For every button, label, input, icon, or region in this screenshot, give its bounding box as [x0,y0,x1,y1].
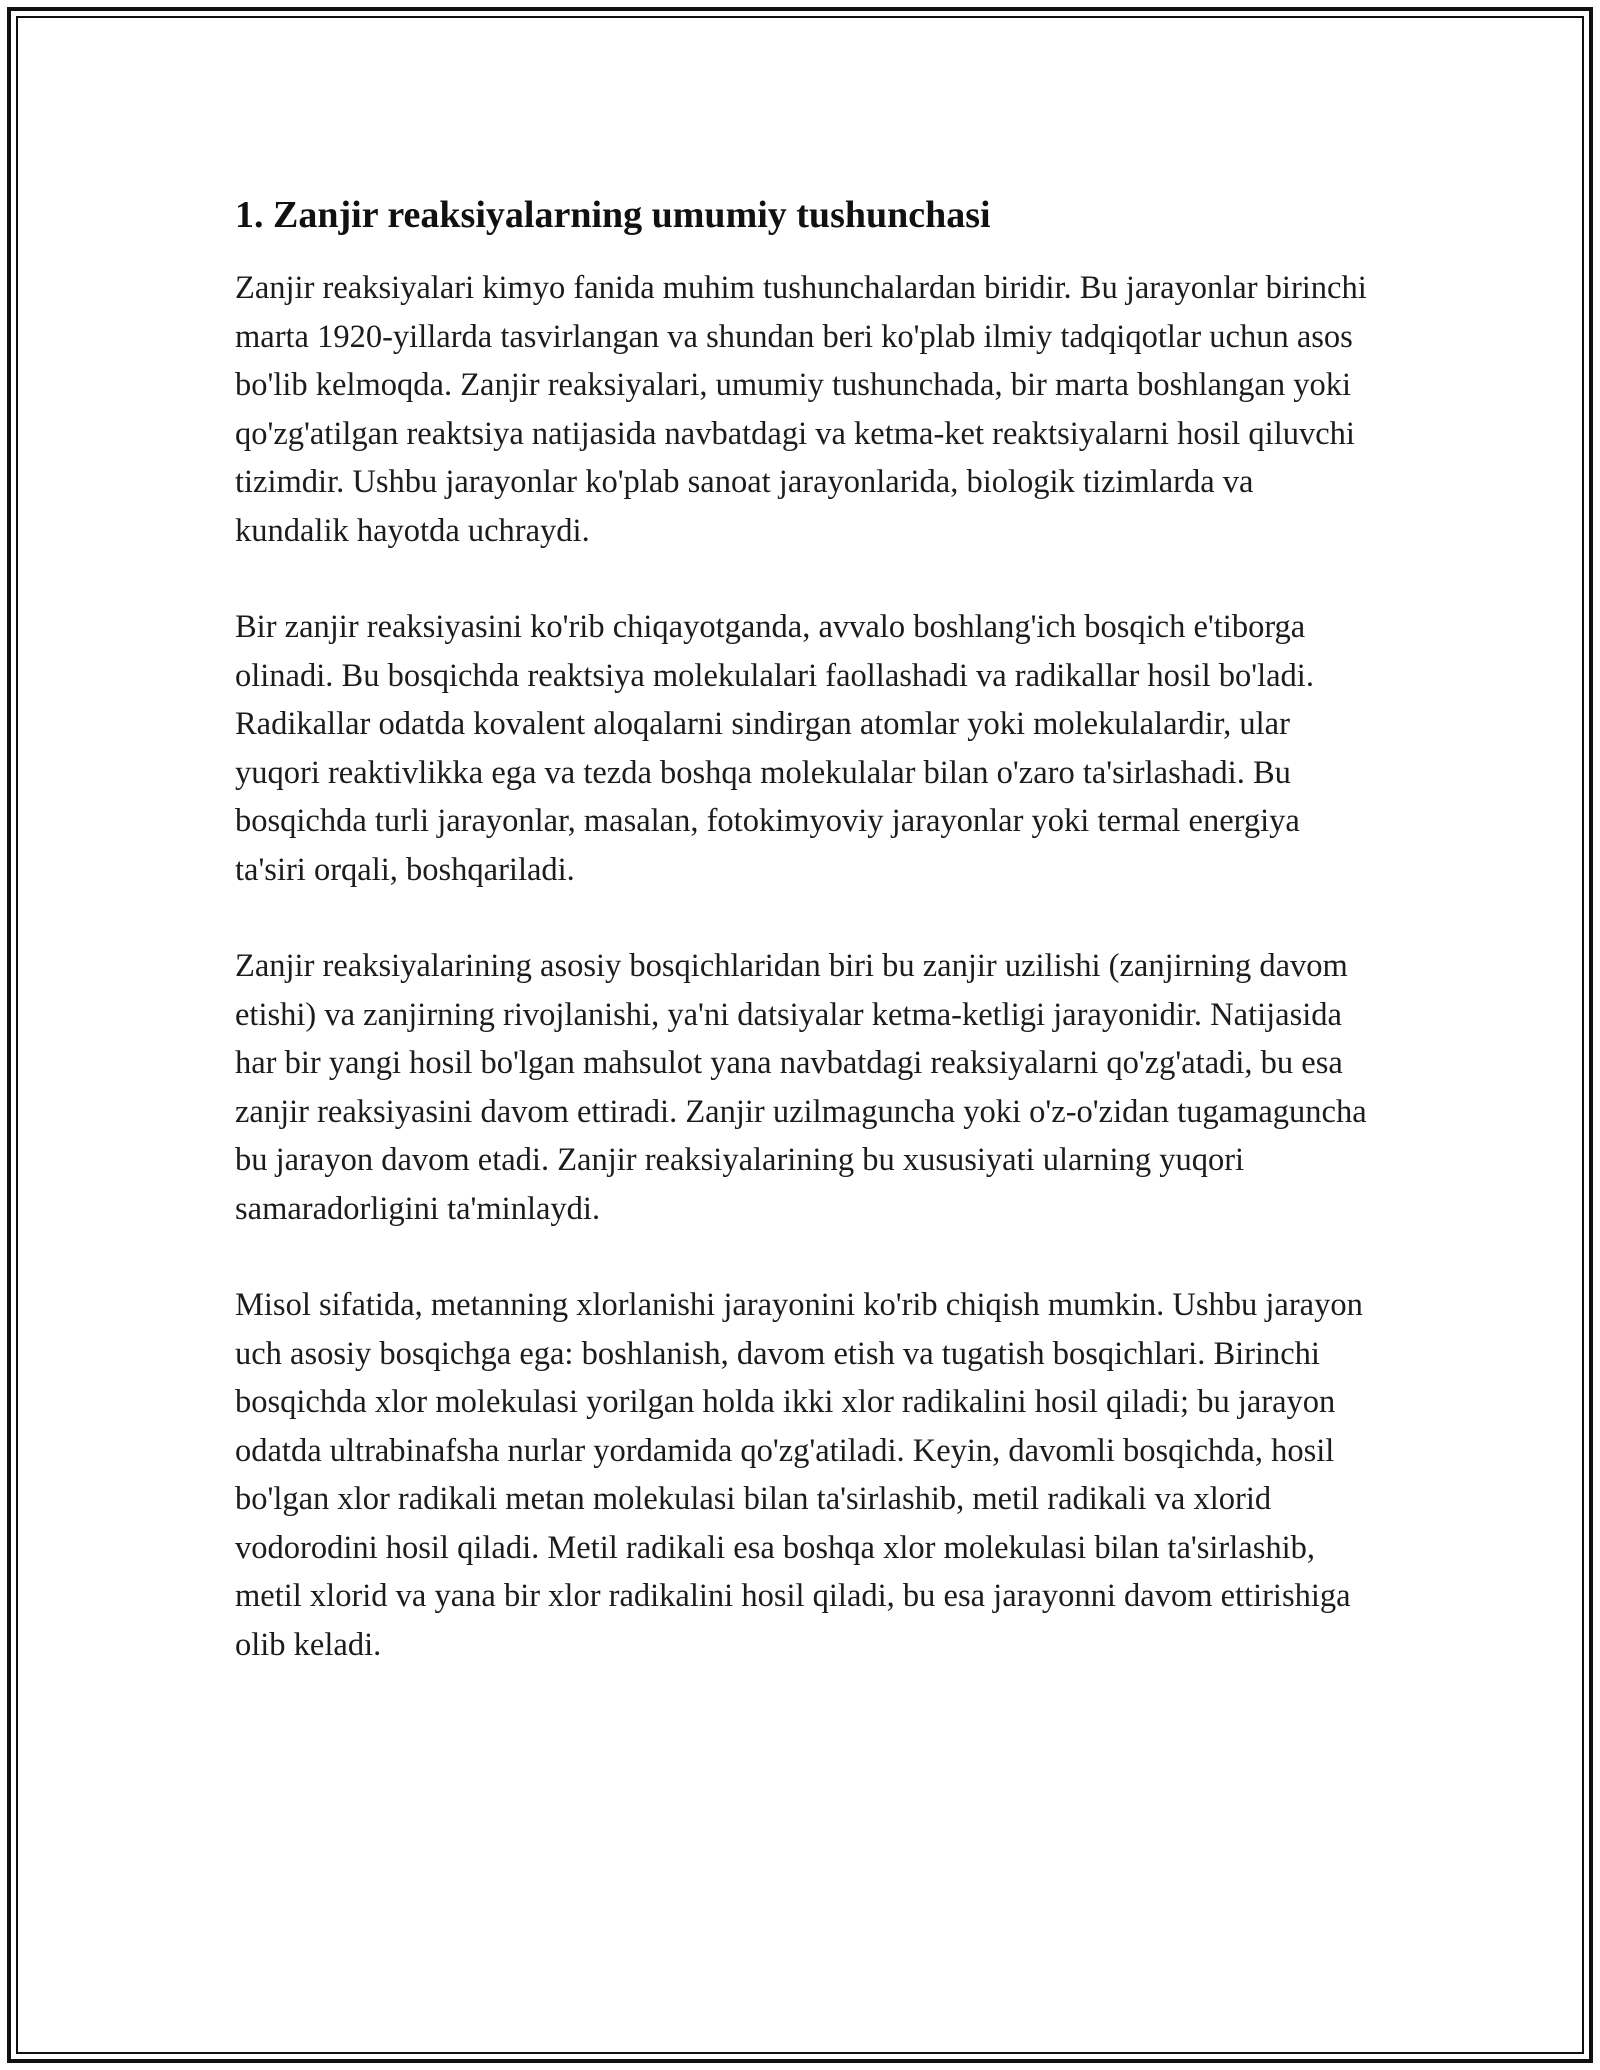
paragraph-intro: Zanjir reaksiyalari kimyo fanida muhim tushunchalardan biridir. Bu jarayonlar birinchi marta 1920-yillarda tasvirlangan va shundan beri ko'plab ilmiy tadqiqotlar uchun asos bo'lib kelmoqda. Zanjir reaksiyalari, umumiy tushunchada, bir marta boshlangan yoki qo'zg'atilgan reaktsiya natijasida navbatdagi va ketma-ket reaktsiyalarni hosil qiluvchi tizimdir. Ushbu jarayonlar ko'plab sanoat jarayonlarida, biologik tizimlarda va kundalik hayotda uchraydi. [235,270,1367,549]
paragraph-initiation: Bir zanjir reaksiyasini ko'rib chiqayotganda, avvalo boshlang'ich bosqich e'tiborga olinadi. Bu bosqichda reaktsiya molekulalari faollashadi va radikallar hosil bo'ladi. Radikallar odatda kovalent aloqalarni sindirgan atomlar yoki molekulalardir, ular yuqori reaktivlikka ega va tezda boshqa molekulalar bilan o'zaro ta'sirlashadi. Bu bosqichda turli jarayonlar, masalan, fotokimyoviy jarayonlar yoki termal energiya ta'siri orqali, boshqariladi. [235,609,1314,888]
paragraph-propagation: Zanjir reaksiyalarining asosiy bosqichlaridan biri bu zanjir uzilishi (zanjirning davom etishi) va zanjirning rivojlanishi, ya'ni datsiyalar ketma-ketligi jarayonidir. Natijasida har bir yangi hosil bo'lgan mahsulot yana navbatdagi reaksiyalarni qo'zg'atadi, bu esa zanjir reaksiyasini davom ettiradi. Zanjir uzilmaguncha yoki o'z-o'zidan tugamaguncha bu jarayon davom etadi. Zanjir reaksiyalarining bu xususiyati ularning yuqori samaradorligini ta'minlaydi. [235,948,1367,1227]
paragraph-example: Misol sifatida, metanning xlorlanishi jarayonini ko'rib chiqish mumkin. Ushbu jarayon uch asosiy bosqichga ega: boshlanish, davom etish va tugatish bosqichlari. Birinchi bosqichda xlor molekulasi yorilgan holda ikki xlor radikalini hosil qiladi; bu jarayon odatda ultrabinafsha nurlar yordamida qo'zg'atiladi. Keyin, davomli bosqichda, hosil bo'lgan xlor radikali metan molekulasi bilan ta'sirlashib, metil radikali va xlorid vodorodini hosil qiladi. Metil radikali esa boshqa xlor molekulasi bilan ta'sirlashib, metil xlorid va yana bir xlor radikalini hosil qiladi, bu esa jarayonni davom ettirishiga olib keladi. [235,1287,1363,1663]
section-heading: 1. Zanjir reaksiyalarning umumiy tushunchasi [235,194,991,236]
document-body [235,182,1375,1717]
